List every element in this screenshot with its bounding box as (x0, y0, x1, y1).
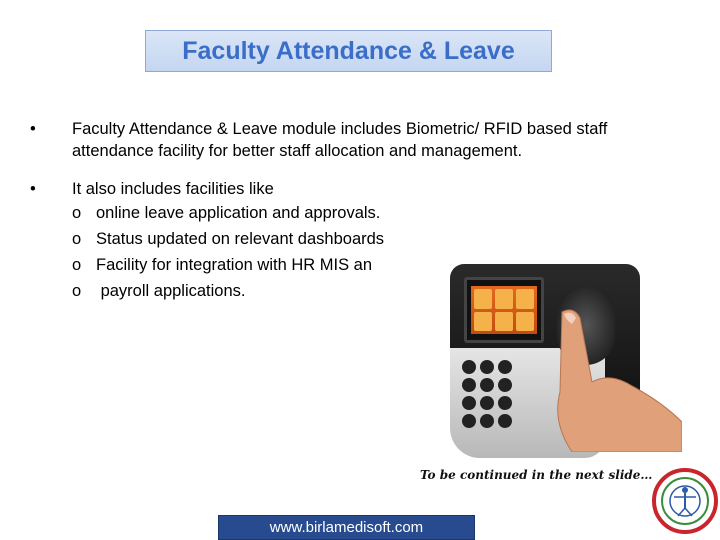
sub-item-text: online leave application and approvals. (96, 204, 381, 222)
bullet-mark: • (30, 120, 36, 138)
sub-mark: o (72, 282, 82, 300)
biometric-device-image (402, 250, 660, 450)
sub-item-text: Facility for integration with HR MIS an (96, 256, 373, 274)
birla-medisoft-logo (652, 468, 718, 534)
bullet-text: Faculty Attendance & Leave module includes Biometric/ RFID based staff attendance facility for better staff allocation and management. (72, 120, 608, 160)
sub-mark: o (72, 204, 82, 222)
sub-mark: o (72, 230, 82, 248)
sub-item (72, 200, 668, 226)
bullet-mark: • (30, 180, 36, 198)
sub-mark: o (72, 256, 82, 274)
footer-url[interactable]: www.birlamedisoft.com (269, 519, 424, 536)
page-title: Faculty Attendance & Leave (182, 36, 515, 65)
continue-note: To be continued in the next slide… (420, 468, 653, 482)
bullet-text: It also includes facilities like (72, 180, 274, 198)
device-keypad (462, 360, 512, 428)
hand-icon (532, 302, 682, 452)
sub-item-text: Status updated on relevant dashboards (96, 230, 385, 248)
title-banner (145, 30, 552, 72)
bullet-item (28, 118, 668, 162)
sub-item-text: payroll applications. (96, 282, 246, 300)
footer-url-banner[interactable] (218, 515, 475, 540)
sub-item (72, 226, 668, 252)
